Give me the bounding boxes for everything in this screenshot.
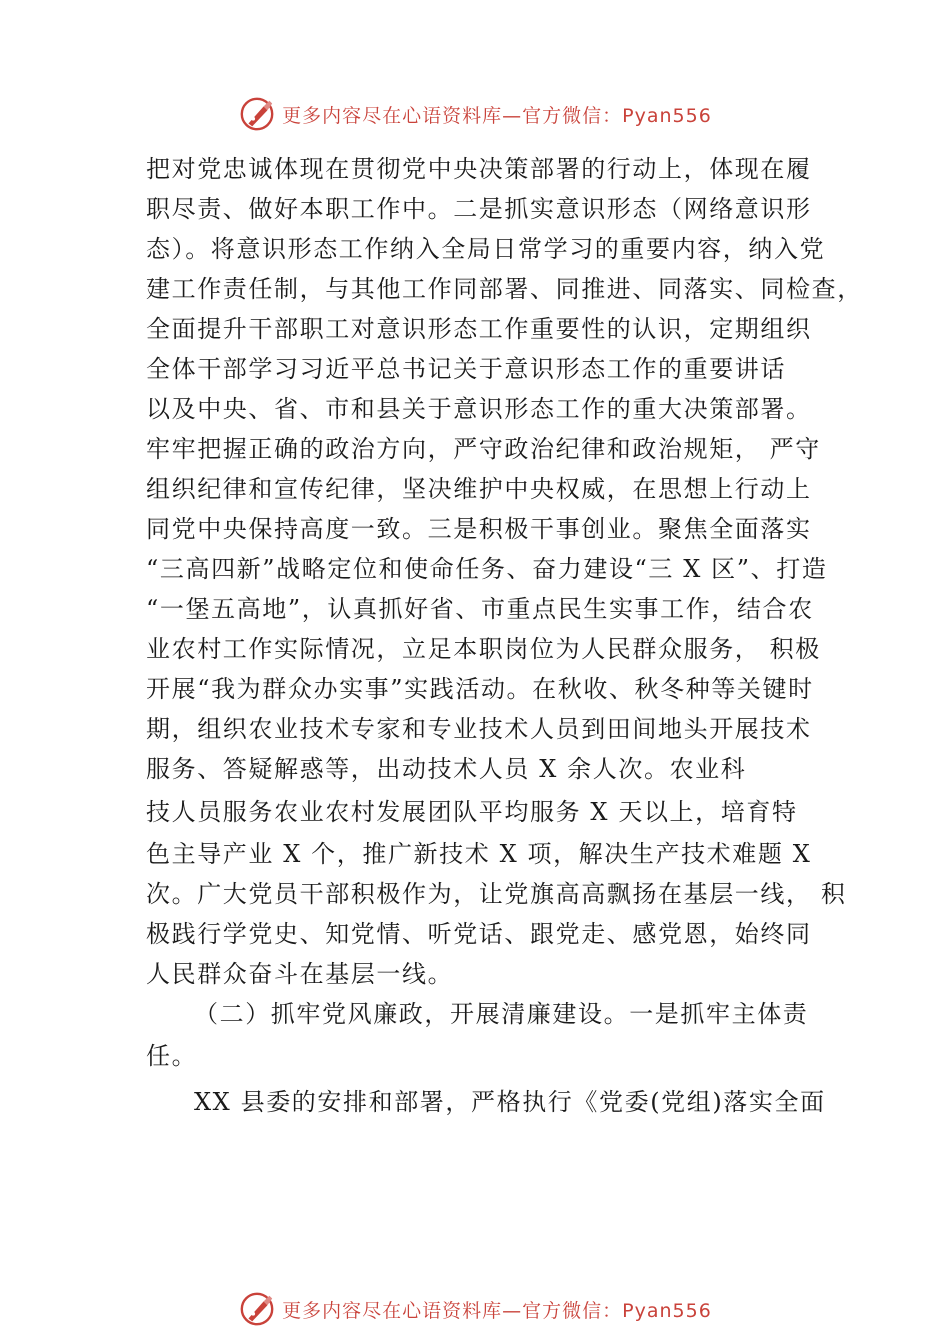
text-line: 牢牢把握正确的政治方向，严守政治纪律和政治规矩， 严守 [146,435,821,463]
section-heading: （二）抓牢党风廉政，开展清廉建设。一是抓牢主体责 [194,1000,809,1028]
text-line: 服务、答疑解惑等，出动技术人员 X 余人次。农业科 [146,755,747,783]
text-line: XX 县委的安排和部署，严格执行《党委(党组)落实全面 [194,1088,826,1116]
text-line: “三高四新”战略定位和使命任务、奋力建设“三 X 区”、打造 [146,555,828,583]
text-line: 开展“我为群众办实事”实践活动。在秋收、秋冬种等关键时 [146,675,814,703]
watermark-text: 更多内容尽在心语资料库—官方微信：Pyan556 [282,104,712,127]
text-line: 期，组织农业技术专家和专业技术人员到田间地头开展技术 [146,715,812,743]
text-line: 极践行学党史、知党情、听党话、跟党走、感党恩，始终同 [146,920,812,948]
footer-watermark [0,1287,950,1331]
text-line: 次。广大党员干部积极作为，让党旗高高飘扬在基层一线， 积 [146,880,847,908]
text-line: 把对党忠诚体现在贯彻党中央决策部署的行动上，体现在履 [146,155,812,183]
text-line: 同党中央保持高度一致。三是积极干事创业。聚焦全面落实 [146,515,812,543]
text-line: 态）。将意识形态工作纳入全局日常学习的重要内容，纳入党 [146,235,826,263]
pen-nib-seal-icon [238,1290,276,1328]
watermark-text: 更多内容尽在心语资料库—官方微信：Pyan556 [282,1299,712,1322]
text-line: 建工作责任制，与其他工作同部署、同推进、同落实、同检查， [146,275,863,303]
text-line: 技人员服务农业农村发展团队平均服务 X 天以上，培育特 [146,798,798,826]
text-line: 组织纪律和宣传纪律，坚决维护中央权威，在思想上行动上 [146,475,812,503]
text-line: 人民群众奋斗在基层一线。 [146,960,454,988]
text-line: “一堡五高地”，认真抓好省、市重点民生实事工作，结合农 [146,595,814,623]
text-line: 职尽责、做好本职工作中。二是抓实意识形态（网络意识形 [146,195,812,223]
text-line: 任。 [146,1042,198,1070]
text-line: 色主导产业 X 个，推广新技术 X 项，解决生产技术难题 X [146,840,812,868]
text-line: 全面提升干部职工对意识形态工作重要性的认识，定期组织 [146,315,812,343]
text-line: 全体干部学习习近平总书记关于意识形态工作的重要讲话 [146,355,786,383]
text-line: 以及中央、省、市和县关于意识形态工作的重大决策部署。 [146,395,812,423]
text-line: 业农村工作实际情况，立足本职岗位为人民群众服务， 积极 [146,635,821,663]
